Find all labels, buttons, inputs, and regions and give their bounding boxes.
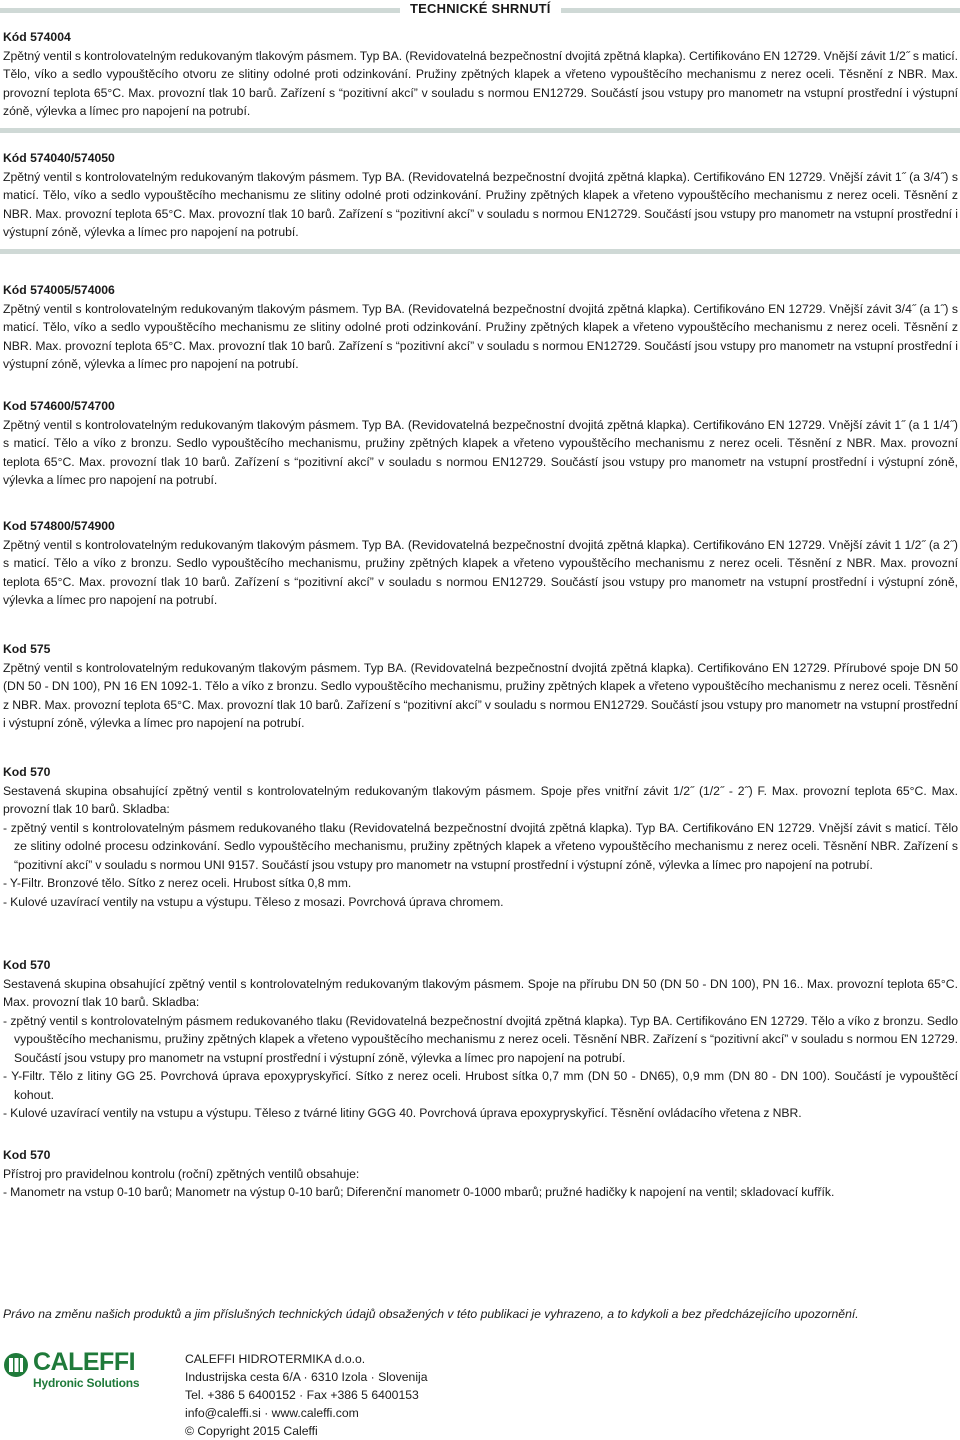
product-description: Zpětný ventil s kontrolovatelným redukovaným tlakovým pásmem. Typ BA. (Revidovatelná bezpečnostní dvojitá zpětná klapka). Certifikováno EN 12729. Vnější závit 1 1/2˝ (a 2˝) s maticí. Tělo a víko z bronzu. Sedlo vypouštěcího mechanismu, pružiny zpětných klapek a vřeteno vypouštěcího mechanismu z nerez oceli. Těsnění z NBR. Max. provozní teplota 65°C. Max. provozní tlak 10 barů. Zařízení s “pozitivní akcí” v souladu s normou EN12729. Součástí jsou vstupy pro manometr na vstupní prostřední i výstupní zóně, výlevka a límec pro napojení na potrubí. [3, 537, 958, 607]
product-code: Kód 574004 [3, 30, 71, 44]
caleffi-logo [3, 1348, 153, 1396]
logo-name: CALEFFI [33, 1348, 136, 1376]
spec-section [3, 1146, 958, 1202]
component-list-item: - Y-Filtr. Bronzové tělo. Sítko z nerez oceli. Hrubost sítka 0,8 mm. [3, 876, 352, 890]
product-description: Zpětný ventil s kontrolovatelným redukovaným tlakovým pásmem. Typ BA. (Revidovatelná bezpečnostní dvojitá zpětná klapka). Certifikováno EN 12729. Vnější závit 1/2˝ s maticí. Tělo, víko a sedlo vypouštěcího otvoru ze slitiny odolné proti odzinkování. Pružiny zpětných klapek a vřeteno vypouštěcího mechanismu z nerez oceli. Těsnění z NBR. Max. provozní teplota 65°C. Max. provozní tlak 10 barů. Zařízení s “pozitivní akcí” v souladu s normou EN12729. Součástí jsou vstupy pro manometr na vstupní prostřední i výstupní zóně, výlevka a límec pro napojení na potrubí. [3, 48, 958, 118]
component-list-item: - Y-Filtr. Tělo z litiny GG 25. Povrchová úprava epoxypryskyřicí. Sítko z nerez oceli. Hrubost sítka 0,7 mm (DN 50 - DN65), 0,9 mm (DN 80 - DN 100). Součástí je vypouštěcí kohout. [3, 1069, 958, 1102]
product-description: Zpětný ventil s kontrolovatelným redukovaným tlakovým pásmem. Typ BA. (Revidovatelná bezpečnostní dvojitá zpětná klapka). Certifikováno EN 12729. Vnější závit 1˝ (a 1 1/4˝) s maticí. Tělo a víko z bronzu. Sedlo vypouštěcího mechanismu, pružiny zpětných klapek a vřeteno vypouštěcího mechanismu z nerez oceli. Těsnění z NBR. Max. provozní teplota 65°C. Max. provozní tlak 10 barů. Zařízení s “pozitivní akcí” v souladu s normou EN12729. Součástí jsou vstupy pro manometr na vstupní prostřední i výstupní zóně, výlevka a límec pro napojení na potrubí. [3, 417, 958, 487]
component-list [3, 1183, 958, 1202]
disclaimer-text: Právo na změnu našich produktů a jim příslušných technických údajů obsažených v této publikaci je vyhrazeno, a to kdykoli a bez předcházejícího upozornění. [3, 1307, 859, 1321]
company-street: Industrijska cesta 6/A · 6310 Izola · Slovenija [185, 1370, 428, 1384]
company-phone: Tel. +386 5 6400152 · Fax +386 5 6400153 [185, 1388, 419, 1402]
copyright-text: © Copyright 2015 Caleffi [185, 1424, 318, 1438]
product-code: Kod 574800/574900 [3, 519, 115, 533]
component-list-item: - zpětný ventil s kontrolovatelným pásmem redukovaného tlaku (Revidovatelná bezpečnostní dvojitá zpětná klapka). Typ BA. Certifikováno EN 12729. Tělo a víko z bronzu. Sedlo vypouštěcího mechanismu, pružiny zpětných klapek a vřeteno vypouštěcího mechanismu z nerez oceli. Těsnění NBR. Zařízení s “pozitivní akcí” v souladu s normou EN 12729. Součástí jsou vstupy pro manometr na vstupní prostřední i výstupní zóně, výlevka a límec pro napojení na potrubí. [3, 1013, 958, 1065]
component-list-item: - Kulové uzavírací ventily na vstupu a výstupu. Těleso z tvárné litiny GGG 40. Povrchová úprava epoxypryskyřicí. Těsnění ovládacího vřetena z NBR. [3, 1106, 802, 1120]
spec-section [3, 397, 958, 490]
spec-section [3, 149, 958, 254]
spec-section [3, 517, 958, 610]
product-description: Zpětný ventil s kontrolovatelným redukovaným tlakovým pásmem. Typ BA. (Revidovatelná bezpečnostní dvojitá zpětná klapka). Certifikováno EN 12729. Vnější závit 3/4˝ (a 1˝) s maticí. Tělo, víko a sedlo vypouštěcího mechanismu ze slitiny odolné proti odzinkování. Pružiny zpětných klapek a vřeteno vypouštěcího mechanismu z nerez oceli. Těsnění z NBR. Max. provozní teplota 65°C. Max. provozní tlak 10 barů. Zařízení s “pozitivní akcí” v souladu s normou EN12729. Součástí jsou vstupy pro manometr na vstupní prostřední i výstupní zóně, výlevka a límec pro napojení na potrubí. [3, 301, 958, 371]
product-code: Kod 570 [3, 1148, 51, 1162]
caleffi-logo-mark-icon [3, 1352, 29, 1378]
section-divider [0, 249, 960, 254]
product-description: Přístroj pro pravidelnou kontrolu (roční) zpětných ventilů obsahuje: [3, 1166, 360, 1181]
logo-subtitle: Hydronic Solutions [33, 1376, 140, 1390]
spec-section [3, 28, 958, 133]
spec-section [3, 640, 958, 733]
company-name: CALEFFI HIDROTERMIKA d.o.o. [185, 1352, 366, 1366]
spec-section [3, 281, 958, 374]
spec-section [3, 763, 958, 911]
company-web: info@caleffi.si · www.caleffi.com [185, 1406, 359, 1420]
product-code: Kód 574040/574050 [3, 151, 115, 165]
section-divider [0, 128, 960, 133]
product-code: Kod 570 [3, 958, 51, 972]
product-code: Kod 575 [3, 642, 51, 656]
product-code: Kod 570 [3, 765, 51, 779]
component-list-item: - Kulové uzavírací ventily na vstupu a výstupu. Těleso z mosazi. Povrchová úprava chromem. [3, 894, 504, 909]
product-code: Kod 574600/574700 [3, 399, 115, 413]
component-list [3, 1012, 958, 1123]
component-list-item: - Manometr na vstup 0-10 barů; Manometr na výstup 0-10 barů; Diferenční manometr 0-1000 mbarů; pružné hadičky k napojení na ventil; skladovací kufřík. [3, 1185, 835, 1199]
product-description: Sestavená skupina obsahující zpětný ventil s kontrolovatelným redukovaným tlakovým pásmem. Spoje na přírubu DN 50 (DN 50 - DN 100), PN 16.. Max. provozní teplota 65°C. Max. provozní tlak 10 barů. Skladba: [3, 976, 958, 1009]
product-code: Kód 574005/574006 [3, 283, 115, 297]
component-list-item: - zpětný ventil s kontrolovatelným pásmem redukovaného tlaku (Revidovatelná bezpečnostní dvojitá zpětná klapka). Typ BA. Certifikováno EN 12729. Vnější závit s maticí. Tělo ze slitiny odolné procesu odzinkování. Sedlo vypouštěcího mechanismu, pružiny zpětných klapek a vřeteno vypouštěcího mechanismu z nerez oceli. Těsnění NBR. Zařízení s “pozitivní akcí” v souladu s normou UNI 9157. Součástí jsou vstupy pro manometr na vstupní prostřední i výstupní zóně, výlevka a límec pro napojení na potrubí. [3, 820, 958, 872]
company-address-block [185, 1350, 585, 1440]
page-title: TECHNICKÉ SHRNUTÍ [400, 0, 561, 18]
product-description: Sestavená skupina obsahující zpětný ventil s kontrolovatelným redukovaným tlakovým pásmem. Spoje přes vnitřní závit 1/2˝ (1/2˝ - 2˝) F. Max. provozní teplota 65°C. Max. provozní tlak 10 barů. Skladba: [3, 783, 958, 816]
component-list [3, 819, 958, 912]
spec-section [3, 956, 958, 1123]
product-description: Zpětný ventil s kontrolovatelným redukovaným tlakovým pásmem. Typ BA. (Revidovatelná bezpečnostní dvojitá zpětná klapka). Certifikováno EN 12729. Přírubové spoje DN 50 (DN 50 - DN 100), PN 16 EN 1092-1. Tělo a víko z bronzu. Sedlo vypouštěcího mechanismu, pružiny zpětných klapek a vřeteno vypouštěcího mechanismu z nerez oceli. Těsnění z NBR. Max. provozní teplota 65°C. Max. provozní tlak 10 barů. Zařízení s “pozitivní akcí” v souladu s normou EN12729. Součástí jsou vstupy pro manometr na vstupní prostřední i výstupní zóně, výlevka a límec pro napojení na potrubí. [3, 660, 958, 730]
product-description: Zpětný ventil s kontrolovatelným redukovaným tlakovým pásmem. Typ BA. (Revidovatelná bezpečnostní dvojitá zpětná klapka). Certifikováno EN 12729. Vnější závit 1˝ (a 3/4˝) s maticí. Tělo, víko a sedlo vypouštěcího mechanismu ze slitiny odolné proti odzinkování. Pružiny zpětných klapek a vřeteno vypouštěcího mechanismu z nerez oceli. Těsnění z NBR. Max. provozní teplota 65°C. Max. provozní tlak 10 barů. Zařízení s “pozitivní akcí” v souladu s normou EN12729. Součástí jsou vstupy pro manometr na vstupní prostřední i výstupní zóně, výlevka a límec pro napojení na potrubí. [3, 169, 958, 239]
